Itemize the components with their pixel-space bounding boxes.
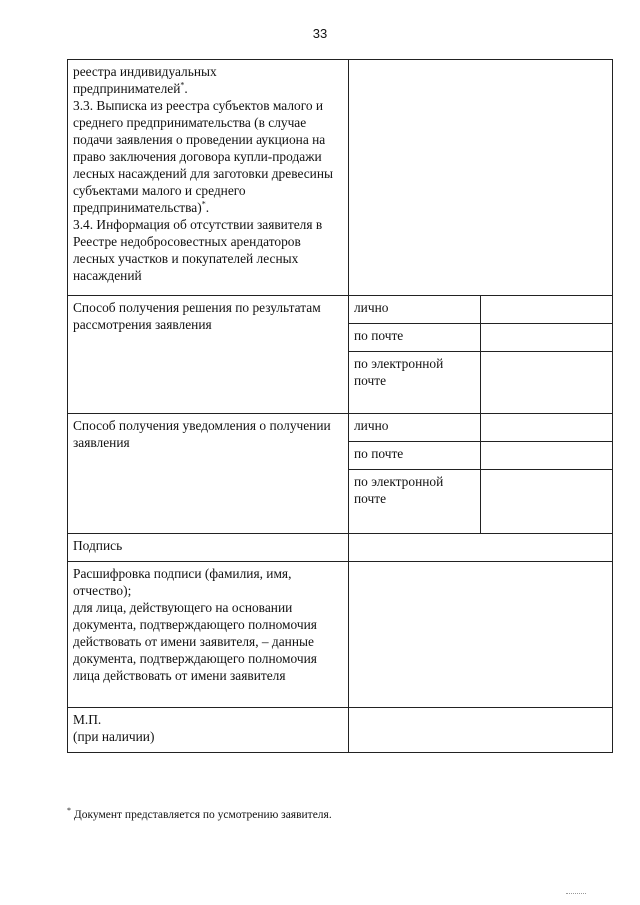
documents-value-cell[interactable] (349, 60, 613, 296)
documents-line2-end: . (184, 81, 188, 96)
signature-value-cell[interactable] (349, 534, 613, 562)
decision-option-email: по электронной почте (349, 352, 481, 414)
signature-decoding-note: для лица, действующего на основании документа, подтверждающего полномочия действовать от имени заявителя, – данные документа, подтверждающего полномочия лица действовать от имени заявителя (73, 600, 317, 683)
decision-option-mail: по почте (349, 324, 481, 352)
footnote-text: Документ представляется по усмотрению заявителя. (71, 809, 332, 821)
documents-item-3-3-end: . (205, 200, 210, 215)
footnote-mark: * (201, 199, 206, 209)
notice-option-email-value[interactable] (481, 470, 613, 534)
signature-decoding-row (68, 562, 613, 708)
seal-value-cell[interactable] (349, 708, 613, 753)
seal-label: М.П. (73, 712, 102, 727)
page-number: 33 (312, 26, 328, 41)
documents-item-3-4: 3.4. Информация об отсутствии заявителя в Реестре недобросовестных арендаторов лесных участков и покупателей лесных насаждений (73, 217, 323, 283)
application-form-table (67, 59, 613, 753)
signature-decoding-value-cell[interactable] (349, 562, 613, 708)
seal-cell (68, 708, 349, 753)
documents-cell (68, 60, 349, 296)
signature-label: Подпись (68, 534, 349, 562)
documents-line2: предпринимателей (73, 81, 181, 96)
documents-row (68, 60, 613, 296)
notice-option-in-person: лично (349, 414, 481, 442)
decision-option-in-person: лично (349, 296, 481, 324)
notice-option-email: по электронной почте (349, 470, 481, 534)
signature-decoding-cell (68, 562, 349, 708)
seal-note: (при наличии) (73, 729, 155, 744)
decision-option-email-value[interactable] (481, 352, 613, 414)
notice-option-in-person-value[interactable] (481, 414, 613, 442)
footnote-mark: * (67, 806, 71, 816)
notice-method-label: Способ получения уведомления о получении заявления (68, 414, 349, 534)
notice-method-row (68, 414, 613, 442)
decision-method-label: Способ получения решения по результатам рассмотрения заявления (68, 296, 349, 414)
footnote-mark: * (180, 80, 185, 90)
documents-item-3-3: 3.3. Выписка из реестра субъектов малого и среднего предпринимательства (в случае подачи заявления о проведении аукциона на право заключения договора купли-продажи лесных насаждений для заготовки древесины субъектами малого и среднего предпринимательства) (73, 98, 333, 215)
decision-option-in-person-value[interactable] (481, 296, 613, 324)
decision-method-row (68, 296, 613, 324)
notice-option-mail-value[interactable] (481, 442, 613, 470)
decision-option-mail-value[interactable] (481, 324, 613, 352)
documents-line1: реестра индивидуальных (73, 64, 217, 79)
seal-row (68, 708, 613, 753)
notice-option-mail: по почте (349, 442, 481, 470)
scan-mark (566, 893, 586, 900)
footnote (67, 806, 332, 821)
signature-row (68, 534, 613, 562)
signature-decoding-label: Расшифровка подписи (фамилия, имя, отчество); (73, 566, 292, 598)
